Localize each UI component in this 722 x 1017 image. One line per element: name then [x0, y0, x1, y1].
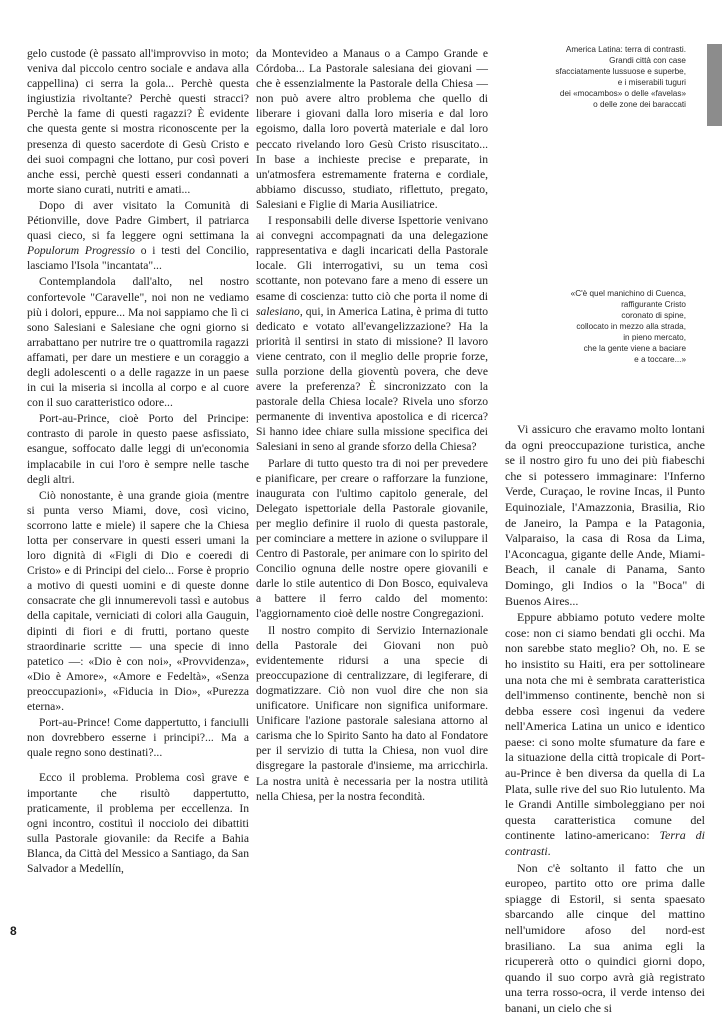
text-run: I responsabili delle diverse Ispettorie venivano ai convegni accompagnati da una delegazione rappresentativa e dagli incaricati della Pastorale locale. Gli interrogativi, su un tema così scottante, non potevano fare a meno di essere un esame di coscienza: tutto ciò che porta il nome di — [256, 214, 488, 303]
paragraph: Ecco il problema. Problema così grave e importante che risultò dappertutto, praticamente, il problema per eccellenza. In ogni incontro, costituì il nocciolo dei dibattiti sulla Pastorale giovanile: da Recife a Bahia Blanca, da Città del Messico a Santiago, da San Salvador a Medellín, — [27, 771, 249, 875]
caption-line: collocato in mezzo alla strada, — [576, 322, 686, 331]
caption-line: o delle zone dei baraccati — [593, 100, 686, 109]
text-run: Eppure abbiamo potuto vedere molte cose: non ci siamo bendati gli occhi. Ma non sarebbe stato meglio? Oh, no. E se ho insistito su Haiti, era per sottolineare una nota che mi è sembrata caratteristica dell'immenso continente, benchè non si debba essere così ingenui da vedere nell'America Latina un unico e identico paese: ci sono molte sfumature da fare e la situazione della città tropicale di Port-au-Prince è ben diversa da quella di La Plata, sulle rive del suo Rio lutulento. Ma le Grandi Antille simboleggiano per noi questa caratteristica comune del continente latino-americano: — [505, 610, 705, 843]
caption-line: coronato di spine, — [621, 311, 686, 320]
paragraph — [27, 198, 249, 273]
paragraph: Il nostro compito di Servizio Internazionale della Pastorale dei Giovani non può evidentemente ridursi a una specie di preoccupazione di centralizzare, di legiferare, di dogmatizzare. Ciò non vuol dire che non sia unificatore. Unificare non significa uniformare. Unificare l'azione pastorale salesiana attorno al carisma che lo Spirito Santo ha dato al Fondatore per il servizio di tutta la Chiesa, non vuol dire disgregare la pastorale d'insieme, ma arricchirla. La nostra unità è necessaria per la nostra utilità nella Chiesa, per la nostra fecondità. — [256, 623, 488, 803]
paragraph: Ciò nonostante, è una grande gioia (mentre si punta verso Miami, dove, così vicino, scorrono latte e miele) il sapere che la Chiesa lotta per conservare in questi esseri umani la loro dignità di «Figli di Dio e coeredi di Cristo» e di Principi del cielo... Forse è proprio a motivo di questi uomini e di queste donne consacrate che gli innumerevoli tassì e autobus della capitale, verniciati di colori alla Gauguin, dipinti di fiori e di frutti, portano queste straordinarie scritte — una specie di inno patetico —: «Dio è con noi», «Provvidenza», «Dio è Amore», «Amore e Fedeltà», «Senza preoccupazioni», «Fiducia in Dio», «Purezza eterna». — [27, 488, 249, 714]
photo-caption-cuenca — [571, 288, 686, 365]
paragraph: Non c'è soltanto il fatto che un europeo, partito otto ore prima dalle spiagge di Estoril, si senta spaesato sbarcando alle cinque del mattino nell'umidore afoso del nord-est brasiliano. La sua anima egli la ricupererà otto o quindici giorni dopo, quando il suo corpo avrà già registrato una terra rosso-ocra, il verde intenso dei banani, un cielo che si — [505, 860, 705, 1015]
paragraph: Vi assicuro che eravamo molto lontani da ogni preoccupazione turistica, anche se il nostro giro fu uno dei più fiabeschi che si potessero immaginare: l'Inferno Verde, Curaçao, le rovine Incas, il Punto Equinoziale, l'Amazzonia, Brasilia, Rio de Janeiro, la Pampa e la Patagonia, Valparaiso, la casa di Rosa da Lima, l'Aconcagua, gigante delle Ande, Miami-Beach, il canale di Panama, Santo Domingo, gli Indios o la "Boca" di Buenos Aires... — [505, 422, 705, 608]
paragraph: Contemplandola dall'alto, nel nostro confortevole "Caravelle", noi non ne vediamo più i dolori, eppure... Ma noi sappiamo che lì ci sono Salesiani e Salesiane che ogni giorno si arrabattano per nutrire tre o quattromila ragazzi affamati, per dare un mestiere e un coraggio a degli adolescenti o a delle ragazze in un paese in cui la miseria si incolla al corpo e al cuore con il suo caratteristico odore... — [27, 275, 249, 410]
italic-phrase: Terra di contrasti — [505, 828, 705, 859]
text-run: . — [547, 844, 551, 859]
text-run: o i testi del Concilio, lasciamo l'Isola "incantata"... — [27, 244, 249, 273]
italic-word: salesiano — [256, 304, 300, 318]
page-number: 8 — [10, 924, 17, 938]
caption-line: Grandi città con case — [609, 56, 686, 65]
caption-line: raffigurante Cristo — [621, 300, 686, 309]
caption-line: sfacciatamente lussuose e superbe, — [555, 67, 686, 76]
caption-line: America Latina: terra di contrasti. — [565, 45, 686, 54]
caption-line: che la gente viene a baciare — [583, 344, 686, 353]
text-column-2 — [256, 46, 488, 804]
caption-line: e a toccare...» — [634, 355, 686, 364]
page-edge-tab — [707, 44, 722, 126]
text-run: Dopo di aver visitato la Comunità di Pétionville, dove Padre Gimbert, il patriarca quasi cieco, si fa leggere ogni settimana la — [27, 198, 249, 243]
section-gap — [27, 760, 249, 770]
caption-line: «C'è quel manichino di Cuenca, — [570, 289, 686, 298]
caption-line: e i miserabili tuguri — [617, 78, 686, 87]
paragraph — [505, 610, 705, 860]
paragraph — [256, 213, 488, 455]
text-column-1 — [27, 46, 249, 876]
caption-line: in pieno mercato, — [623, 333, 686, 342]
paragraph: Port-au-Prince, cioè Porto del Principe: contrasto di parole in questo paese asfissiato, esangue, soffocato dalle leggi di un'economia implacabile in cui l'oro è sempre nelle tasche degli altri. — [27, 412, 249, 486]
paragraph: gelo custode (è passato all'improvviso in moto; veniva dal piccolo centro sociale e andava alla cappellina) ci serra la gola... Perchè questa ingiustizia rivoltante? Perchè questi stracci? Perchè la fame di questi ragazzi? È evidente che questa gente si mostra riconoscente per la presenza di questo sacerdote di Gesù Cristo e dei suoi compagni che lottano, pur così poveri anche essi, perchè questi esseri condannati a morte siano curati, nutriti e amati... — [27, 47, 249, 196]
paragraph: Port-au-Prince! Come dappertutto, i fanciulli non dovrebbero esserne i principi?... Ma a quale regno sono destinati?... — [27, 716, 249, 760]
caption-line: dei «mocambos» o delle «favelas» — [559, 89, 686, 98]
photo-caption-contrasts — [555, 44, 686, 110]
italic-title: Populorum Progressio — [27, 244, 135, 258]
text-run: , qui, in America Latina, è prima di tutto dedicato e votato all'evangelizzazione? Ha la priorità il sentirsi in stato di missione? Il lavoro viene centrato, con il meglio delle proprie forze, sulla porzione della gioventù povera, che deve avere la preferenza? È sincronizzato con la pastorale della Chiesa locale? Rivela uno sforzo permanente di inventiva apostolica e di ricerca? Si hanno idee chiare sulla missione specifica dei Salesiani in seno al grande sforzo della Chiesa? — [256, 304, 488, 454]
text-column-3 — [505, 422, 705, 1017]
paragraph: Parlare di tutto questo tra di noi per prevedere e pianificare, per creare o rafforzare la funzione, inaugurata con l'ultimo capitolo generale, del Delegato ispettoriale della Pastorale giovanile, per meglio definire il ruolo di questa pastorale, per cominciare a mettere in azione o sviluppare il Centro di Pastorale, per animare con lo spirito del Concilio ognuna delle nostre opere giovanili e darle lo stile autentico di Don Bosco, equivaleva a battere il ferro caldo del momento: l'aggiornamento cioè delle nostre Congregazioni. — [256, 456, 488, 621]
paragraph: da Montevideo a Manaus o a Campo Grande e Córdoba... La Pastorale salesiana dei giovani — che è essenzialmente la Pastorale della Chiesa — non può avere altro problema che quello di liberare i giovani dalla loro miseria e dal loro egoismo, dalla loro povertà materiale e dal loro peccato rivelando loro Gesù Cristo risuscitato... In base a inchieste precise e preparate, in un'atmosfera estremamente fraterna e cordiale, abbiamo discusso, studiato, riflettuto, pregato, Salesiani e Figlie di Maria Ausiliatrice. — [256, 47, 488, 211]
